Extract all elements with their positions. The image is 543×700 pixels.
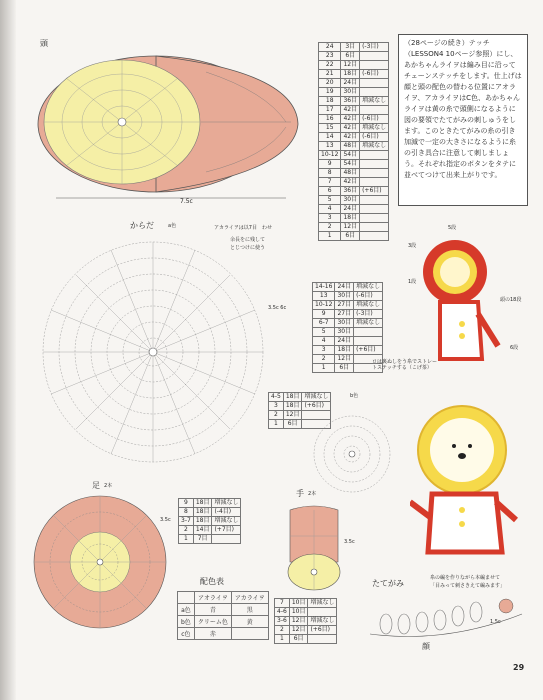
table-row: 3 18目 (+6目) bbox=[269, 402, 331, 411]
table-row: 7 10目 増減なし bbox=[275, 599, 337, 608]
muzzle-b-color: b色 bbox=[350, 393, 359, 399]
table-row: 4 24目 bbox=[313, 337, 383, 346]
body-diagram bbox=[38, 234, 278, 474]
face-label: 顔 bbox=[422, 642, 430, 651]
muzzle-diagram bbox=[310, 412, 394, 496]
lion-front-illustration bbox=[410, 402, 535, 562]
table-row: 10-12 54目 bbox=[319, 151, 389, 160]
table-row: 9 27目 (-3目) bbox=[313, 310, 383, 319]
table-row: 13 48目 増減なし bbox=[319, 142, 389, 151]
foot-title: 足 bbox=[92, 481, 100, 490]
foot-measure: 3.5c bbox=[160, 517, 171, 523]
hand-title: 手 bbox=[296, 489, 304, 498]
table-row: 4 24目 bbox=[319, 205, 389, 214]
table-row: b色 クリーム色 黄 bbox=[178, 616, 269, 628]
hand-round-table bbox=[274, 598, 337, 644]
body-note-3: 余長をに残して bbox=[230, 237, 266, 243]
head-title: 頭 bbox=[40, 39, 48, 48]
table-row: 8 18目 (-4目) bbox=[179, 508, 241, 517]
table-row: 19 30目 bbox=[319, 88, 389, 97]
table-row: 5 30目 bbox=[313, 328, 383, 337]
table-row: 6-7 30目 増減なし bbox=[313, 319, 383, 328]
body-measure: 3.5c 6c bbox=[268, 305, 287, 311]
mane-diagram bbox=[366, 594, 526, 650]
table-row: 9 54目 bbox=[319, 160, 389, 169]
table-row: 5 30目 bbox=[319, 196, 389, 205]
table-row: 1 7目 bbox=[179, 535, 241, 544]
table-row: 6 36目 (+6目) bbox=[319, 187, 389, 196]
label-3-rows: 3段 bbox=[408, 243, 417, 249]
body-a-color: a色 bbox=[168, 223, 177, 229]
table-row: 8 48目 bbox=[319, 169, 389, 178]
table-row: 18 36目 増減なし bbox=[319, 97, 389, 106]
table-row: 24 3目 (-3目) bbox=[319, 43, 389, 52]
label-1-row: 1段 bbox=[408, 279, 417, 285]
table-row: 1 6目 bbox=[269, 420, 331, 429]
mane-note-2: 「目みって刺さきえて編みます」 bbox=[430, 583, 506, 589]
instructions-text: （28ページの続き）テッチ（LESSON4 10ページ参照）にし、あかちゃんライヲは編み目に沿ってチェーンステッチをします。仕上げは顔と頭の配色の替わる位置にアオライヲ、アカライヲはC色、あかちゃんライヲは黄の糸で頭側になるように図の要領でたてがみの刺しゅうをします。このときたてがみの糸の引き加減で一定の大きさになるように糸の引き具合に注意して刺しましょう。それぞれ指定のボタンをタテに並べてつけて出来上がりです。 bbox=[398, 34, 528, 206]
table-row: 13 30目 (-6目) bbox=[313, 292, 383, 301]
body-note-2: わせ bbox=[262, 225, 273, 231]
foot-diagram bbox=[30, 492, 170, 632]
table-row: 3-7 18目 増減なし bbox=[179, 517, 241, 526]
label-5-rows: 5段 bbox=[448, 225, 457, 231]
label-6-rows: 6段 bbox=[510, 345, 519, 351]
table-row: 10-12 27目 増減なし bbox=[313, 301, 383, 310]
table-row: a色 青 黒 bbox=[178, 604, 269, 616]
table-row: 23 6目 bbox=[319, 52, 389, 61]
table-row: 3 18目 bbox=[319, 214, 389, 223]
body-note-4: とじつけに使う bbox=[230, 245, 266, 251]
table-row: 3-6 12目 増減なし bbox=[275, 617, 337, 626]
color-table bbox=[177, 591, 269, 640]
head-diagram bbox=[36, 52, 306, 202]
table-row: 2 12目 (+6目) bbox=[275, 626, 337, 635]
table-row: c色 赤 bbox=[178, 628, 269, 640]
table-row: 1 6目 bbox=[313, 364, 383, 373]
mane-note-1: 糸の編を作りながら本編ませて bbox=[430, 575, 501, 581]
mane-title: たてがみ bbox=[372, 579, 404, 588]
table-row: 9 18目 増減なし bbox=[179, 499, 241, 508]
hand-count: 2本 bbox=[308, 491, 317, 497]
table-row: 15 42目 増減なし bbox=[319, 124, 389, 133]
foot-round-table bbox=[178, 498, 241, 544]
table-row: 3 18目 (+6目) bbox=[313, 346, 383, 355]
table-row: 21 18目 (-6目) bbox=[319, 70, 389, 79]
body-note-1: アカライヲは以7目 bbox=[214, 225, 257, 231]
table-row: 4-6 10目 bbox=[275, 608, 337, 617]
table-row: アオライヲ アカライヲ bbox=[178, 592, 269, 604]
color-table-title: 配色表 bbox=[200, 577, 224, 586]
mane-measure: 1.5c bbox=[490, 619, 501, 625]
table-row: 2 12目 bbox=[269, 411, 331, 420]
body-title: からだ bbox=[130, 221, 154, 230]
hand-diagram bbox=[284, 502, 344, 594]
head-round-table bbox=[318, 42, 389, 241]
table-row: 17 42目 bbox=[319, 106, 389, 115]
table-row: 2 12目 bbox=[313, 355, 383, 364]
table-row: 4-5 18目 増減なし bbox=[269, 393, 331, 402]
page-binding-shadow bbox=[0, 0, 16, 700]
table-row: 22 12目 bbox=[319, 61, 389, 70]
hand-measure: 3.5c bbox=[344, 539, 355, 545]
table-row: 1 6目 bbox=[275, 635, 337, 644]
stitch-note: ロは裏ぬしをう糸でストレートステッチする（こげ茶） bbox=[372, 359, 438, 371]
table-row: 2 12目 bbox=[319, 223, 389, 232]
table-row: 20 24目 bbox=[319, 79, 389, 88]
page-number: 29 bbox=[513, 663, 525, 672]
table-row: 16 42目 (-6目) bbox=[319, 115, 389, 124]
table-row: 14 42目 (-6目) bbox=[319, 133, 389, 142]
table-row: 1 6目 bbox=[319, 232, 389, 241]
table-row: 14-16 24目 増減なし bbox=[313, 283, 383, 292]
label-head-18: 頭の18段 bbox=[500, 297, 522, 303]
table-row: 7 42目 bbox=[319, 178, 389, 187]
table-row: 2 14目 (+7目) bbox=[179, 526, 241, 535]
foot-count: 2本 bbox=[104, 483, 113, 489]
head-width-label: 7.5c bbox=[180, 198, 193, 205]
